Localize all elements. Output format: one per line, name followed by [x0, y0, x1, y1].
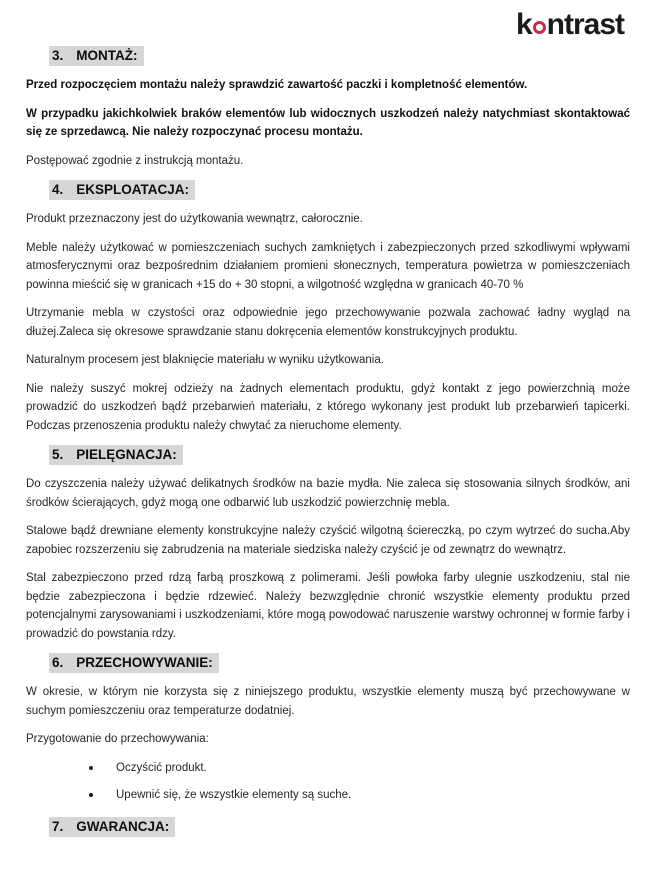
paragraph: Nie należy suszyć mokrej odzieży na żadnych elementach produktu, gdyż kontakt z jego powierzchnią może prowadzić do uszkodzeń bądź przebarwień materiału, z którego wykonany jest produkt lub przebarwień tapicerki. Podczas przenoszenia produktu należy chwytać za nieruchome elementy. [26, 382, 630, 432]
section-gwarancja [26, 817, 630, 836]
list-item [89, 759, 630, 778]
paragraph: Meble należy użytkować w pomieszczeniach suchych zamkniętych i zabezpieczonych przed szkodliwymi wpływami atmosferycznymi oraz bezpośrednim działaniem promieni słonecznych, temperatura powietrza w pomieszczeniach powinna mieścić się w granicach +15 do + 30 stopni, a wilgotność względna w granicach 40-70 % [26, 241, 630, 291]
list-item-text: Upewnić się, że wszystkie elementy są suche. [116, 789, 352, 801]
kontrast-logo [516, 8, 624, 42]
heading-highlight [49, 653, 219, 673]
list-item [89, 786, 630, 805]
section-number: 3. [52, 48, 64, 63]
paragraph: Postępować zgodnie z instrukcją montażu. [26, 154, 244, 167]
logo-text-ntrast: ntrast [546, 8, 624, 41]
section-heading-gwarancja [49, 817, 630, 836]
paragraph: Stalowe bądź drewniane elementy konstrukcyjne należy czyścić wilgotną ściereczką, po czym wytrzeć do sucha.Aby zapobiec rozszerzeniu się zabrudzenia na materiale siedziska należy czyścić je od zewnątrz do wewnątrz. [26, 525, 630, 556]
section-title: PRZECHOWYWANIE: [76, 655, 213, 670]
paragraph: Stal zabezpieczono przed rdzą farbą proszkową z polimerami. Jeśli powłoka farby ulegnie uszkodzeniu, stal nie będzie zabezpieczona i będzie rdzewieć. Należy bezwzględnie chronić wszystkie elementy produktu przed potencjalnymi zarysowaniami i uszkodzeniami, które mogą powodować naruszenie warstwy ochronnej w formie farby i prowadzić do powstania rdzy. [26, 572, 630, 640]
section-number: 7. [52, 818, 64, 834]
section-title: PIELĘGNACJA: [76, 447, 177, 462]
paragraph: W okresie, w którym nie korzysta się z niniejszego produktu, wszystkie elementy muszą być przechowywane w suchym pomieszczeniu oraz temperaturze dodatniej. [26, 686, 630, 717]
bullet-icon [89, 793, 93, 797]
header [26, 0, 630, 44]
paragraph: Naturalnym procesem jest blaknięcie materiału w wyniku użytkowania. [26, 354, 384, 366]
heading-highlight [49, 817, 175, 837]
section-title: GWARANCJA: [76, 818, 170, 834]
section-montaz [26, 46, 630, 170]
paragraph: Przed rozpoczęciem montażu należy sprawdzić zawartość paczki i kompletność elementów. [26, 79, 528, 91]
section-number: 5. [52, 447, 64, 462]
storage-prep-list [89, 759, 630, 805]
section-przechowywanie [26, 653, 630, 805]
list-item-text: Oczyścić produkt. [116, 761, 207, 774]
section-title: EKSPLOATACJA: [76, 182, 190, 197]
section-heading-eksploatacja [49, 180, 630, 199]
heading-highlight [49, 180, 195, 200]
bullet-icon [89, 766, 93, 770]
logo-text-k: k [515, 8, 532, 41]
paragraph: Produkt przeznaczony jest do użytkowania wewnątrz, całorocznie. [26, 213, 363, 225]
section-heading-montaz [49, 46, 630, 65]
section-title: MONTAŻ: [76, 48, 138, 63]
paragraph: Przygotowanie do przechowywania: [26, 733, 209, 745]
section-eksploatacja [26, 180, 630, 435]
paragraph: Do czyszczenia należy używać delikatnych środków na bazie mydła. Nie zaleca się stosowania silnych środków, ani środków ścierających, gdyż mogą one odbarwić lub uszkodzić powierzchnię mebla. [26, 478, 630, 509]
paragraph: Utrzymanie mebla w czystości oraz odpowiednie jego przechowywanie pozwala zachować ładny wygląd na dłużej.Zaleca się okresowe sprawdzanie stanu dokręcenia elementów konstrukcyjnych produktu. [26, 307, 630, 338]
section-heading-pielegnacja [49, 445, 630, 464]
section-number: 6. [52, 655, 64, 670]
section-number: 4. [52, 182, 64, 197]
section-pielegnacja [26, 445, 630, 643]
logo-o-ring-icon [533, 21, 546, 34]
heading-highlight [49, 46, 144, 66]
heading-highlight [49, 445, 183, 465]
paragraph: W przypadku jakichkolwiek braków elementów lub widocznych uszkodzeń należy natychmiast skontaktować się ze sprzedawcą. Nie należy rozpoczynać procesu montażu. [26, 107, 630, 138]
section-heading-przechowywanie [49, 653, 630, 672]
